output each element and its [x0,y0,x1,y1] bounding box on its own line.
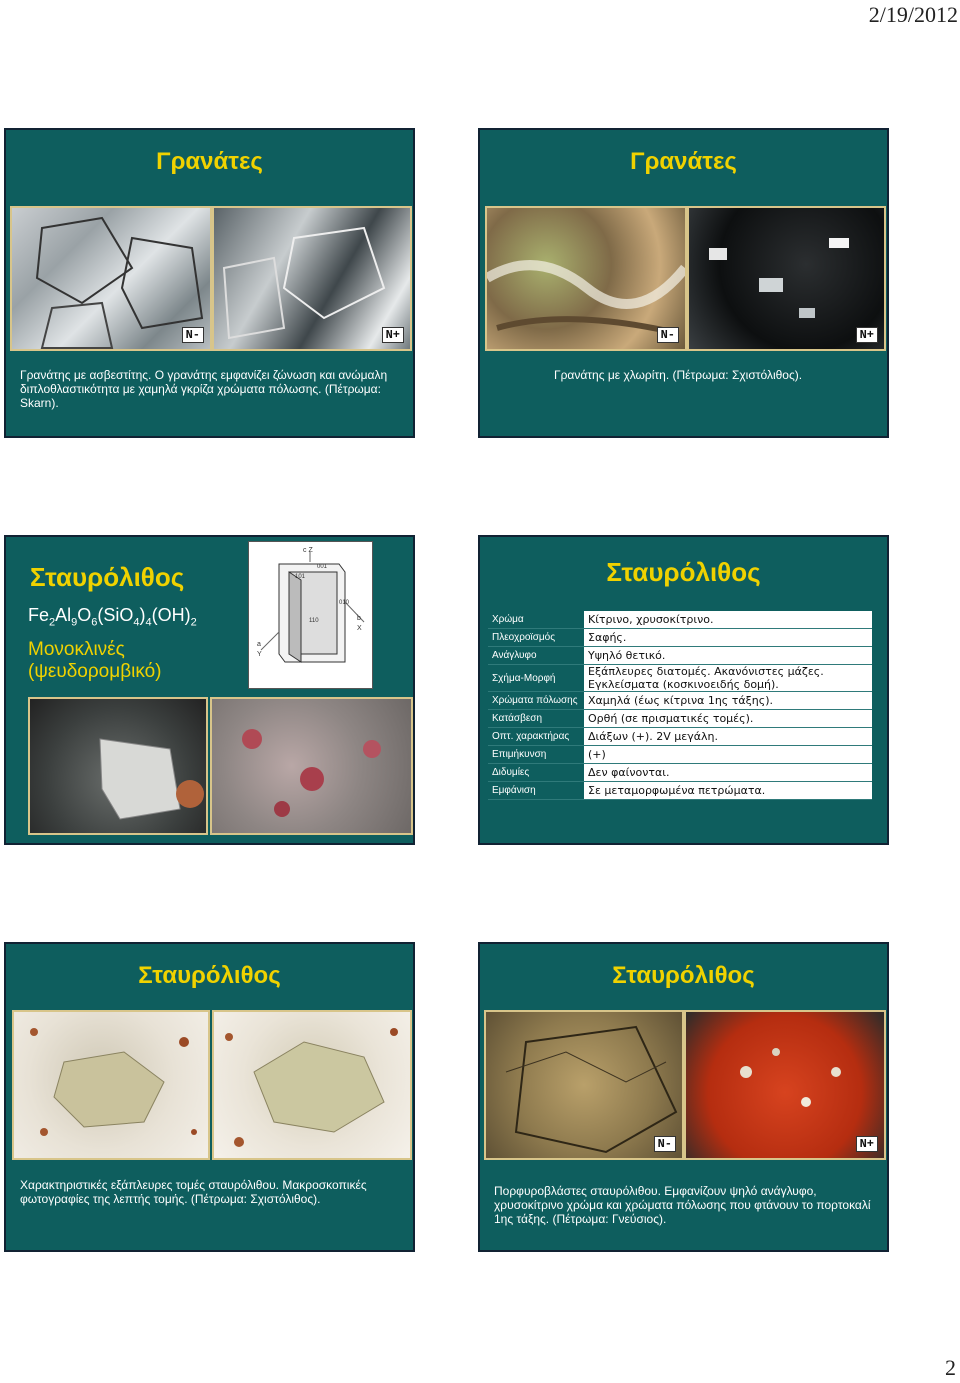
property-value: Σαφής. [584,629,872,647]
table-row [488,710,872,728]
table-row [488,746,872,764]
garnet-grains-illustration [487,208,685,349]
slide-title: Γρανάτες [630,148,737,175]
photo-hand-specimen-coin [28,697,208,835]
property-value: Χαμηλά (έως κίτρινα 1ης τάξης). [584,692,872,710]
property-value: (+) [584,746,872,764]
property-key: Σχήμα-Μορφή [488,665,584,692]
slide-title: Σταυρόλιθος [612,962,755,989]
optical-properties-table [488,611,872,800]
table-row [488,647,872,665]
photo-thin-section-2 [212,1010,412,1160]
badge-n-plus: N+ [856,1136,878,1152]
property-key: Διδυμίες [488,764,584,782]
table-row [488,692,872,710]
property-value: Ορθή (σε πρισματικές τομές). [584,710,872,728]
photo-ppl [485,206,687,351]
property-value: Εξάπλευρες διατομές. Ακανόνιστες μάζες. Εγκλείσματα (κοσκινοειδής δομή). [584,665,872,692]
crystal-system-line2: (ψευδορομβικό) [28,661,162,682]
chemical-formula: $Fe_2Al_9O_6(SiO_4)_4(OH)_2$ [28,605,197,629]
photo-xpl [687,206,886,351]
axis-label-a: a [257,641,261,648]
property-key: Πλεοχροϊσμός [488,629,584,647]
property-key: Οπτ. χαρακτήρας [488,728,584,746]
property-key: Ανάγλυφο [488,647,584,665]
porphyroblasts-illustration [212,699,411,833]
photo-ppl [484,1010,684,1160]
face-label-110: 110 [309,618,319,624]
table-row [488,782,872,800]
photo-ppl [10,206,212,351]
slide-title: Σταυρόλιθος [138,962,281,989]
face-label-001: 001 [317,564,328,570]
badge-n-minus: N- [654,1136,676,1152]
axis-label-b: b [357,615,361,622]
badge-n-minus: N- [657,327,679,343]
slide-title: Γρανάτες [156,148,263,175]
axis-label-y: Y [257,651,262,658]
crystal-diagram-svg [249,542,372,688]
porphyroblast-xpl-illustration [686,1012,884,1158]
badge-n-plus: N+ [856,327,878,343]
table-row [488,611,872,629]
property-key: Χρώματα πόλωσης [488,692,584,710]
property-key: Επιμήκυνση [488,746,584,764]
slide-staurolite-intro [4,535,415,845]
slide-caption: Πορφυροβλάστες σταυρόλιθου. Εμφανίζουν ψηλό ανάγλυφο, χρυσοκίτρινο χρώμα και χρώματα πόλωσης που φτάνουν το πορτοκαλί 1ης τάξης. (Πέτρωμα: Γνεύσιος). [494,1184,871,1226]
slide-caption: Γρανάτης με χλωρίτη. (Πέτρωμα: Σχιστόλιθος). [554,368,803,382]
garnet-zoning-illustration [12,208,210,349]
axis-label-x: X [357,625,362,632]
property-key: Κατάσβεση [488,710,584,728]
face-label-101: 101 [295,574,306,580]
crystal-diagram [248,541,373,689]
photo-xpl [212,206,412,351]
table-row [488,764,872,782]
crystal-system [28,639,162,683]
photo-hand-specimen-rock [210,697,413,835]
hexagonal-section-illustration [14,1012,208,1158]
table-row [488,665,872,692]
photo-xpl [684,1010,886,1160]
property-key: Εμφάνιση [488,782,584,800]
garnet-birefringence-illustration [214,208,410,349]
face-label-010: 010 [339,600,350,606]
slide-garnet-chlorite [478,128,889,438]
slide-staurolite-hexagonal [4,942,415,1252]
slide-caption: Χαρακτηριστικές εξάπλευρες τομές σταυρόλιθου. Μακροσκοπικές φωτογραφίες της λεπτής τομής. (Πέτρωμα: Σχιστόλιθος). [20,1178,367,1206]
hexagonal-section-illustration-2 [214,1012,410,1158]
slide-caption: Γρανάτης με ασβεστίτης. Ο γρανάτης εμφανίζει ζώνωση και ανώμαλη διπλοθλαστικότητα με χαμηλά γκρίζα χρώματα πόλωσης. (Πέτρωμα: Skarn). [20,368,388,410]
page-number: 2 [945,1355,956,1380]
slide-garnet-calcite [4,128,415,438]
property-value: Υψηλό θετικό. [584,647,872,665]
slide-title: Σταυρόλιθος [606,557,761,587]
slide-staurolite-porphyroblasts [478,942,889,1252]
photo-thin-section-1 [12,1010,210,1160]
porphyroblast-ppl-illustration [486,1012,682,1158]
slide-title: Σταυρόλιθος [30,562,185,592]
crystal-system-line1: Μονοκλινές [28,639,125,660]
slide-staurolite-properties [478,535,889,845]
badge-n-plus: N+ [382,327,404,343]
property-key: Χρώμα [488,611,584,629]
property-value: Κίτρινο, χρυσοκίτρινο. [584,611,872,629]
specimen-illustration [30,699,206,833]
axis-label-c: c Z [303,547,313,554]
property-value: Διάξων (+). 2V μεγάλη. [584,728,872,746]
property-value: Σε μεταμορφωμένα πετρώματα. [584,782,872,800]
badge-n-minus: N- [182,327,204,343]
property-value: Δεν φαίνονται. [584,764,872,782]
print-date: 2/19/2012 [868,2,958,27]
table-row [488,629,872,647]
table-row [488,728,872,746]
